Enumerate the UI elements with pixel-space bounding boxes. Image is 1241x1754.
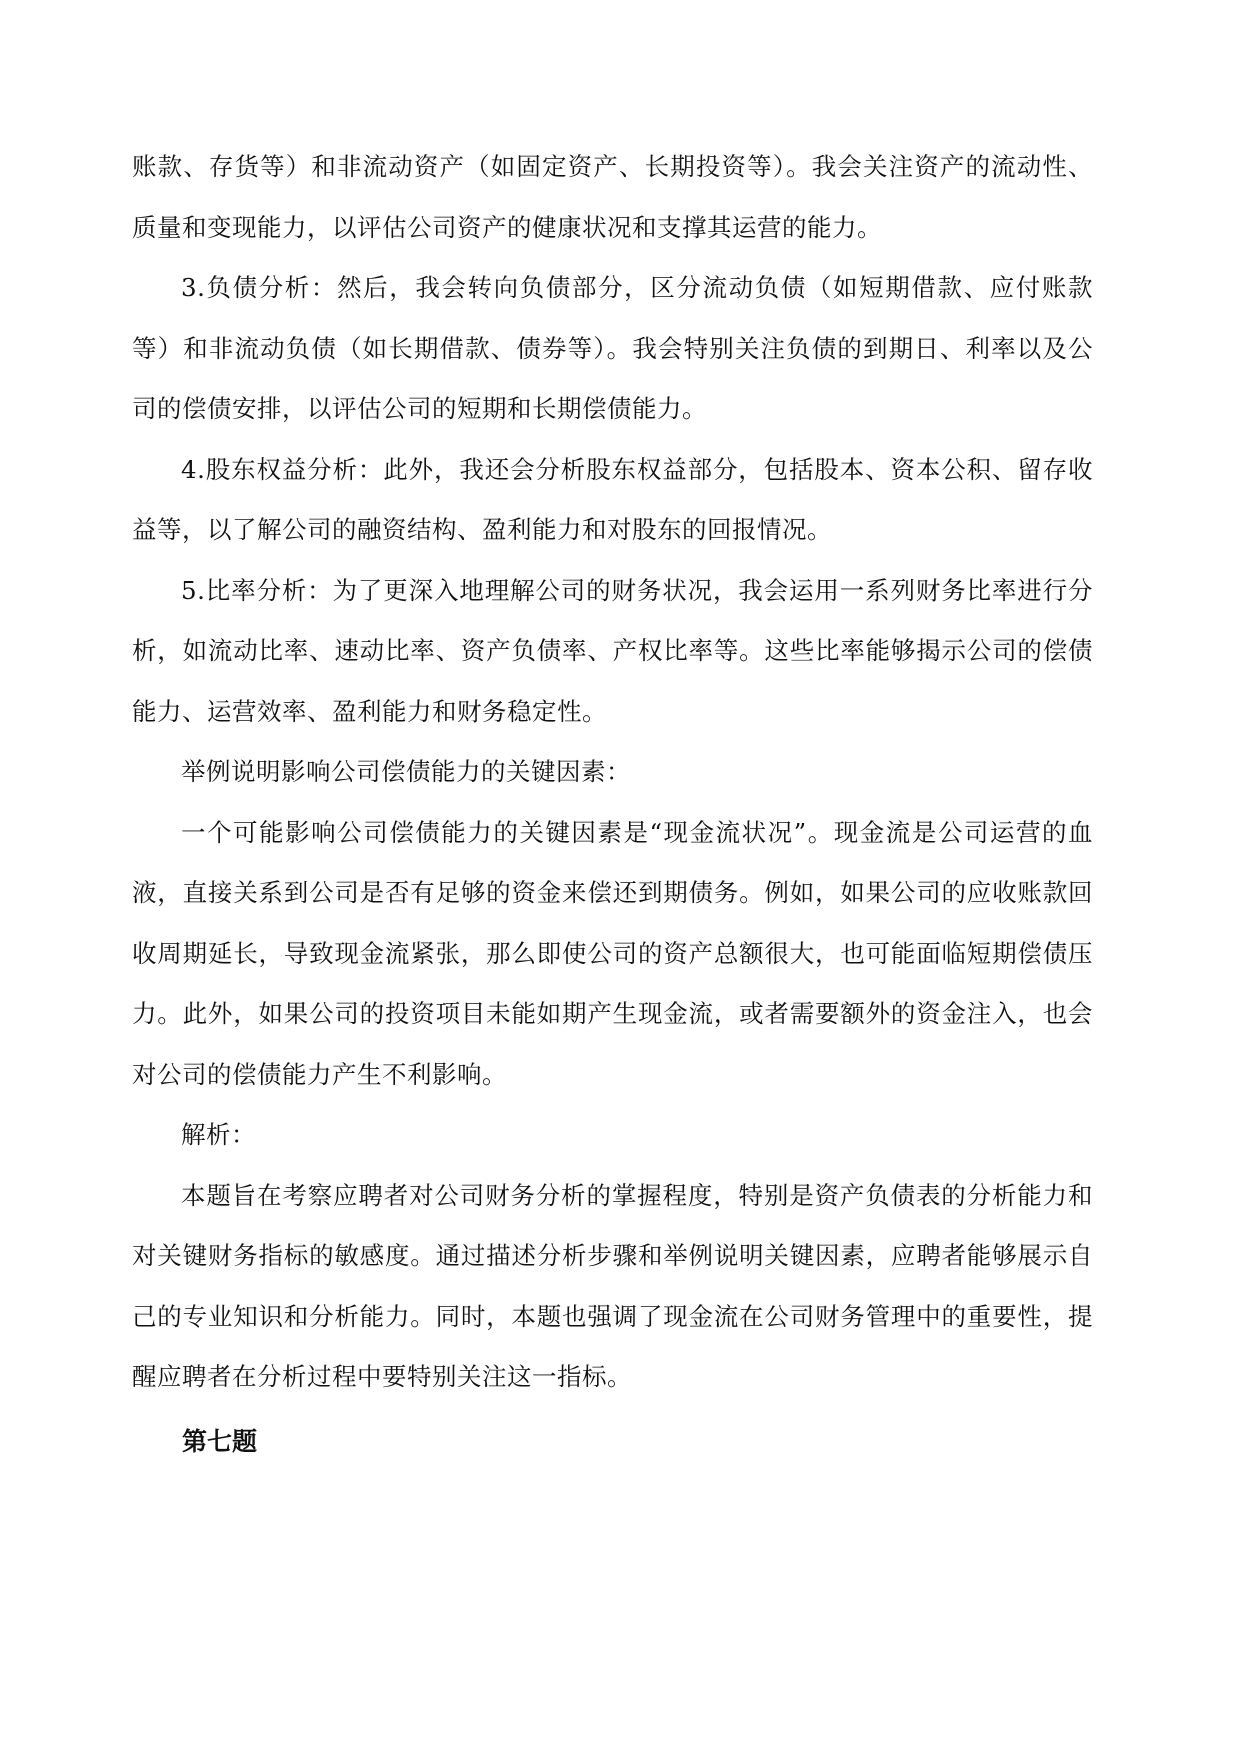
paragraph-cashflow-example: 一个可能影响公司偿债能力的关键因素是“现金流状况”。现金流是公司运营的血液，直接关系到公司是否有足够的资金来偿还到期债务。例如，如果公司的应收账款回收周期延长，导致现金流紧张，那么即使公司的资产总额很大，也可能面临短期偿债压力。此外，如果公司的投资项目未能如期产生现金流，或者需要额外的资金注入，也会对公司的偿债能力产生不利影响。 bbox=[132, 817, 1093, 1089]
paragraph-analysis-label: 解析： bbox=[181, 1120, 256, 1149]
section-heading: 第七题 bbox=[182, 1426, 258, 1456]
paragraph-example-intro: 举例说明影响公司偿债能力的关键因素： bbox=[181, 757, 631, 786]
paragraph-equity-analysis: 4.股东权益分析：此外，我还会分析股东权益部分，包括股本、资本公积、留存收益等，以了解公司的融资结构、盈利能力和对股东的回报情况。 bbox=[132, 454, 1093, 544]
paragraph-liability-analysis: 3.负债分析：然后，我会转向负债部分，区分流动负债（如短期借款、应付账款等）和非流动负债（如长期借款、债券等）。我会特别关注负债的到期日、利率以及公司的偿债安排，以评估公司的短期和长期偿债能力。 bbox=[132, 273, 1093, 423]
paragraph-ratio-analysis: 5.比率分析：为了更深入地理解公司的财务状况，我会运用一系列财务比率进行分析，如流动比率、速动比率、资产负债率、产权比率等。这些比率能够揭示公司的偿债能力、运营效率、盈利能力和财务稳定性。 bbox=[132, 575, 1093, 726]
paragraph-assets-continued: 账款、存货等）和非流动资产（如固定资产、长期投资等）。我会关注资产的流动性、质量和变现能力，以评估公司资产的健康状况和支撑其运营的能力。 bbox=[132, 152, 1093, 242]
document-body bbox=[132, 137, 1093, 1472]
paragraph-analysis-body: 本题旨在考察应聘者对公司财务分析的掌握程度，特别是资产负债表的分析能力和对关键财务指标的敏感度。通过描述分析步骤和举例说明关键因素，应聘者能够展示自己的专业知识和分析能力。同时，本题也强调了现金流在公司财务管理中的重要性，提醒应聘者在分析过程中要特别关注这一指标。 bbox=[132, 1180, 1093, 1391]
